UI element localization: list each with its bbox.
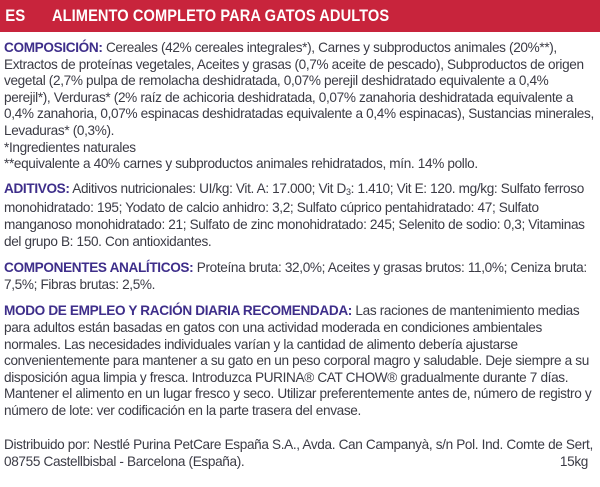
additives-paragraph [4,181,594,250]
usage-text: Las raciones de mantenimiento medias para adultos están basadas en gatos con una actividad moderada en condiciones ambientales normales. Las necesidades individuales varían y la cantidad de alimento debería ajustarse convenientemente para mantener a su gato en un peso corporal magro y saludable. Deje siempre a su disposición agua limpia y fresca. Introduzca PURINA® CAT CHOW® gradualmente durante 7 días. Mantener el alimento en un lugar fresco y seco. Utilizar preferentemente antes de, número de registro y número de lote: ver codificación en la parte trasera del envase. [4,303,592,418]
language-code: ES [5,6,26,25]
distributor-line-1: Distribuido por: Nestlé Purina PetCare España S.A., Avda. Can Campanyà, s/n Pol. Ind. Comte de Sert, [4,437,593,452]
distributor-line-2: 08755 Castellbisbal - Barcelona (España). [4,453,245,469]
header-bar [0,0,600,32]
net-weight: 15kg [559,453,588,469]
additives-subscript: 3 [345,186,351,197]
additives-label: ADITIVOS: [4,180,70,196]
analytical-label: COMPONENTES ANALÍTICOS: [4,260,194,276]
usage-section [4,303,594,419]
analytical-paragraph [4,260,594,293]
composition-note-natural: *Ingredientes naturales [4,139,136,155]
composition-paragraph [4,40,594,140]
composition-section [4,40,594,173]
composition-note-equivalent: **equivalente a 40% carnes y subproductos animales rehidratados, mín. 14% pollo. [4,156,478,172]
additives-text-b: : 1.410; Vit E: 120. mg/kg: Sulfato ferroso monohidratado: 195; Yodato de calcio anhidro: 3,2; Sulfato cúprico pentahidratado: 47; Sulfato manganoso monohidratado: 21; Sulfato de zinc monohidratado: 245; Selenito de sodio: 0,3; Vitaminas del grupo B: 150. Con antioxidantes. [4,180,585,249]
label-body [4,40,594,427]
composition-label: COMPOSICIÓN: [4,40,103,55]
additives-section [4,181,594,250]
analytical-text: Proteína bruta: 32,0%; Aceites y grasas brutos: 11,0%; Ceniza bruta: 7,5%; Fibras brutas: 2,5%. [4,260,587,292]
composition-text: Cereales (42% cereales integrales*), Carnes y subproductos animales (20%**), Extractos de proteínas vegetales, Aceites y grasas (0,7% aceite de pescado), Subproductos de origen vegetal (2,7% pulpa de remolacha deshidratada, 0,07% perejil deshidratado equivalente a 0,4% perejil*), Verduras* (2% raíz de achicoria deshidratada, 0,07% zanahoria deshidratada equivalente a 0,4% zanahoria, 0,07% espinacas deshidratadas equivalente a 0,4% espinacas), Sustancias minerales, Levaduras* (0,3%). [4,40,594,138]
distributor-footer [4,437,594,470]
product-title: ALIMENTO COMPLETO PARA GATOS ADULTOS [52,6,390,25]
usage-label: MODO DE EMPLEO Y RACIÓN DIARIA RECOMENDADA: [4,303,352,319]
usage-paragraph [4,303,594,419]
analytical-section [4,260,594,293]
additives-text-a: Aditivos nutricionales: UI/kg: Vit. A: 17.000; Vit D [69,180,346,196]
